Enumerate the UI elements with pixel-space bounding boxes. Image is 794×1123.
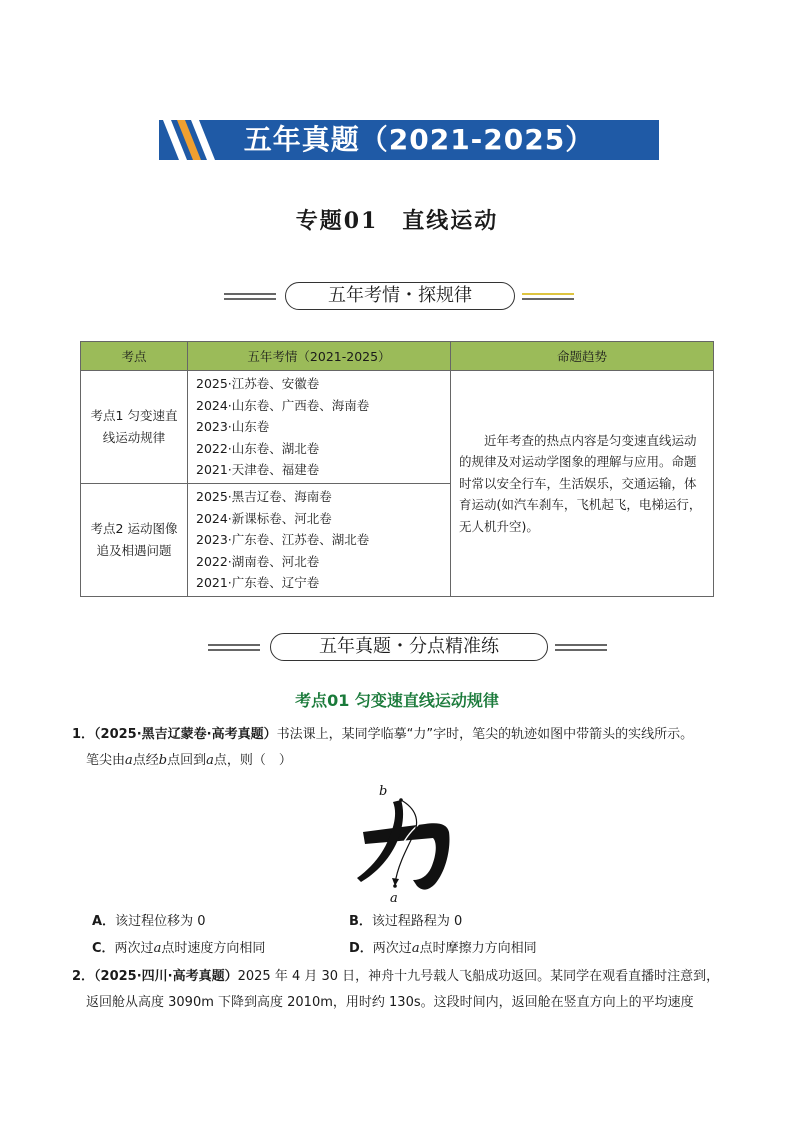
option-b[interactable] [349,911,462,933]
question-text: 返回舱从高度 3090m 下降到高度 2010m，用时约 130s。这段时间内，返回舱在竖直方向上的平均速度 [86,995,694,1010]
option-text: 两次过 [114,941,154,956]
table-header: 命题趋势 [451,342,714,371]
exam-trend-table [80,341,714,597]
variable-a: a [411,941,420,956]
option-text: 该过程路程为 0 [371,914,463,929]
double-line-right-decoration [522,292,574,302]
question-text: 笔尖由 [86,753,126,768]
year-entry: 2023·广东卷、江苏卷、湖北卷 [196,532,370,548]
question-1-line-2 [72,748,732,774]
option-d[interactable] [349,938,537,960]
table-header-row [81,342,714,371]
variable-b: b [158,753,168,768]
variable-a: a [153,941,162,956]
topic-title: 专题01 直线运动 [295,208,499,234]
table-cell-years [188,371,451,484]
year-entry: 2021·广东卷、辽宁卷 [196,575,320,591]
option-letter: C． [92,941,115,956]
pen-trajectory-figure [355,780,465,905]
option-letter: B． [349,914,372,929]
question-text: 2025 年 4 月 30 日，神舟十九号载人飞船成功返回。某同学在观看直播时注意到， [237,969,720,984]
point-a-marker [393,884,397,888]
question-number: 1． [72,727,95,742]
label-a: a [390,891,398,905]
year-entry: 2022·山东卷、湖北卷 [196,440,320,456]
question-source: （2025·黑吉辽蒙卷·高考真题） [94,727,277,742]
double-line-right-decoration [555,643,607,653]
question-2-line-1 [72,964,732,990]
double-line-left-decoration [208,643,260,653]
option-text: 点时摩擦力方向相同 [419,941,537,956]
year-entry: 2022·湖南卷、河北卷 [196,553,320,569]
option-letter: D． [349,941,373,956]
question-2 [72,964,732,1016]
question-source: （2025·四川·高考真题） [94,969,238,984]
label-b: b [379,784,388,799]
option-text: 两次过 [372,941,412,956]
option-letter: A． [92,914,116,929]
table-cell-point: 考点2 运动图像 追及相遇问题 [81,483,188,596]
table-cell-point: 考点1 匀变速直线运动规律 [81,371,188,484]
character-stroke-hook [363,823,449,889]
year-entry: 2021·天津卷、福建卷 [196,462,320,478]
year-entry: 2025·黑吉辽卷、海南卷 [196,488,332,504]
point-title: 考点01 匀变速直线运动规律 [295,691,499,710]
double-line-left-decoration [224,292,276,302]
year-entry: 2023·山东卷 [196,419,270,435]
table-cell-years [188,483,451,596]
year-entry: 2025·江苏卷、安徽卷 [196,376,320,391]
section-header-trends [0,282,794,312]
table-row [81,371,714,484]
option-text: 该过程位移为 0 [115,914,206,929]
table-header: 五年考情（2021-2025） [188,342,451,371]
year-entry: 2024·新课标卷、河北卷 [196,510,332,526]
variable-a: a [206,753,214,768]
question-text: 点经 [132,753,159,768]
point-b-marker [399,798,403,802]
banner-title: 五年真题（2021-2025） [243,123,595,156]
option-c[interactable] [92,938,265,960]
question-1-line-1 [72,722,732,748]
section-title: 五年真题・分点精准练 [270,633,548,661]
section-header-practice [0,633,794,663]
title-banner [159,120,659,160]
variable-a: a [125,753,133,768]
question-number: 2． [72,969,95,984]
question-text: 点，则（ ） [213,753,292,768]
option-text: 点时速度方向相同 [161,941,266,956]
question-1 [72,722,732,774]
section-title: 五年考情・探规律 [285,282,515,310]
option-a[interactable] [92,911,205,933]
question-text: 书法课上，某同学临摹“力”字时，笔尖的轨迹如图中带箭头的实线所示。 [276,727,694,742]
question-text: 点回到 [167,753,207,768]
table-cell-trend: 近年考查的热点内容是匀变速直线运动的规律及对运动学图象的理解与应用。命题时常以安全行车，生活娱乐，交通运输，体育运动(如汽车刹车，飞机起飞，电梯运行，无人机升空)。 [451,371,714,597]
table-header: 考点 [81,342,188,371]
year-entry: 2024·山东卷、广西卷、海南卷 [196,397,370,413]
